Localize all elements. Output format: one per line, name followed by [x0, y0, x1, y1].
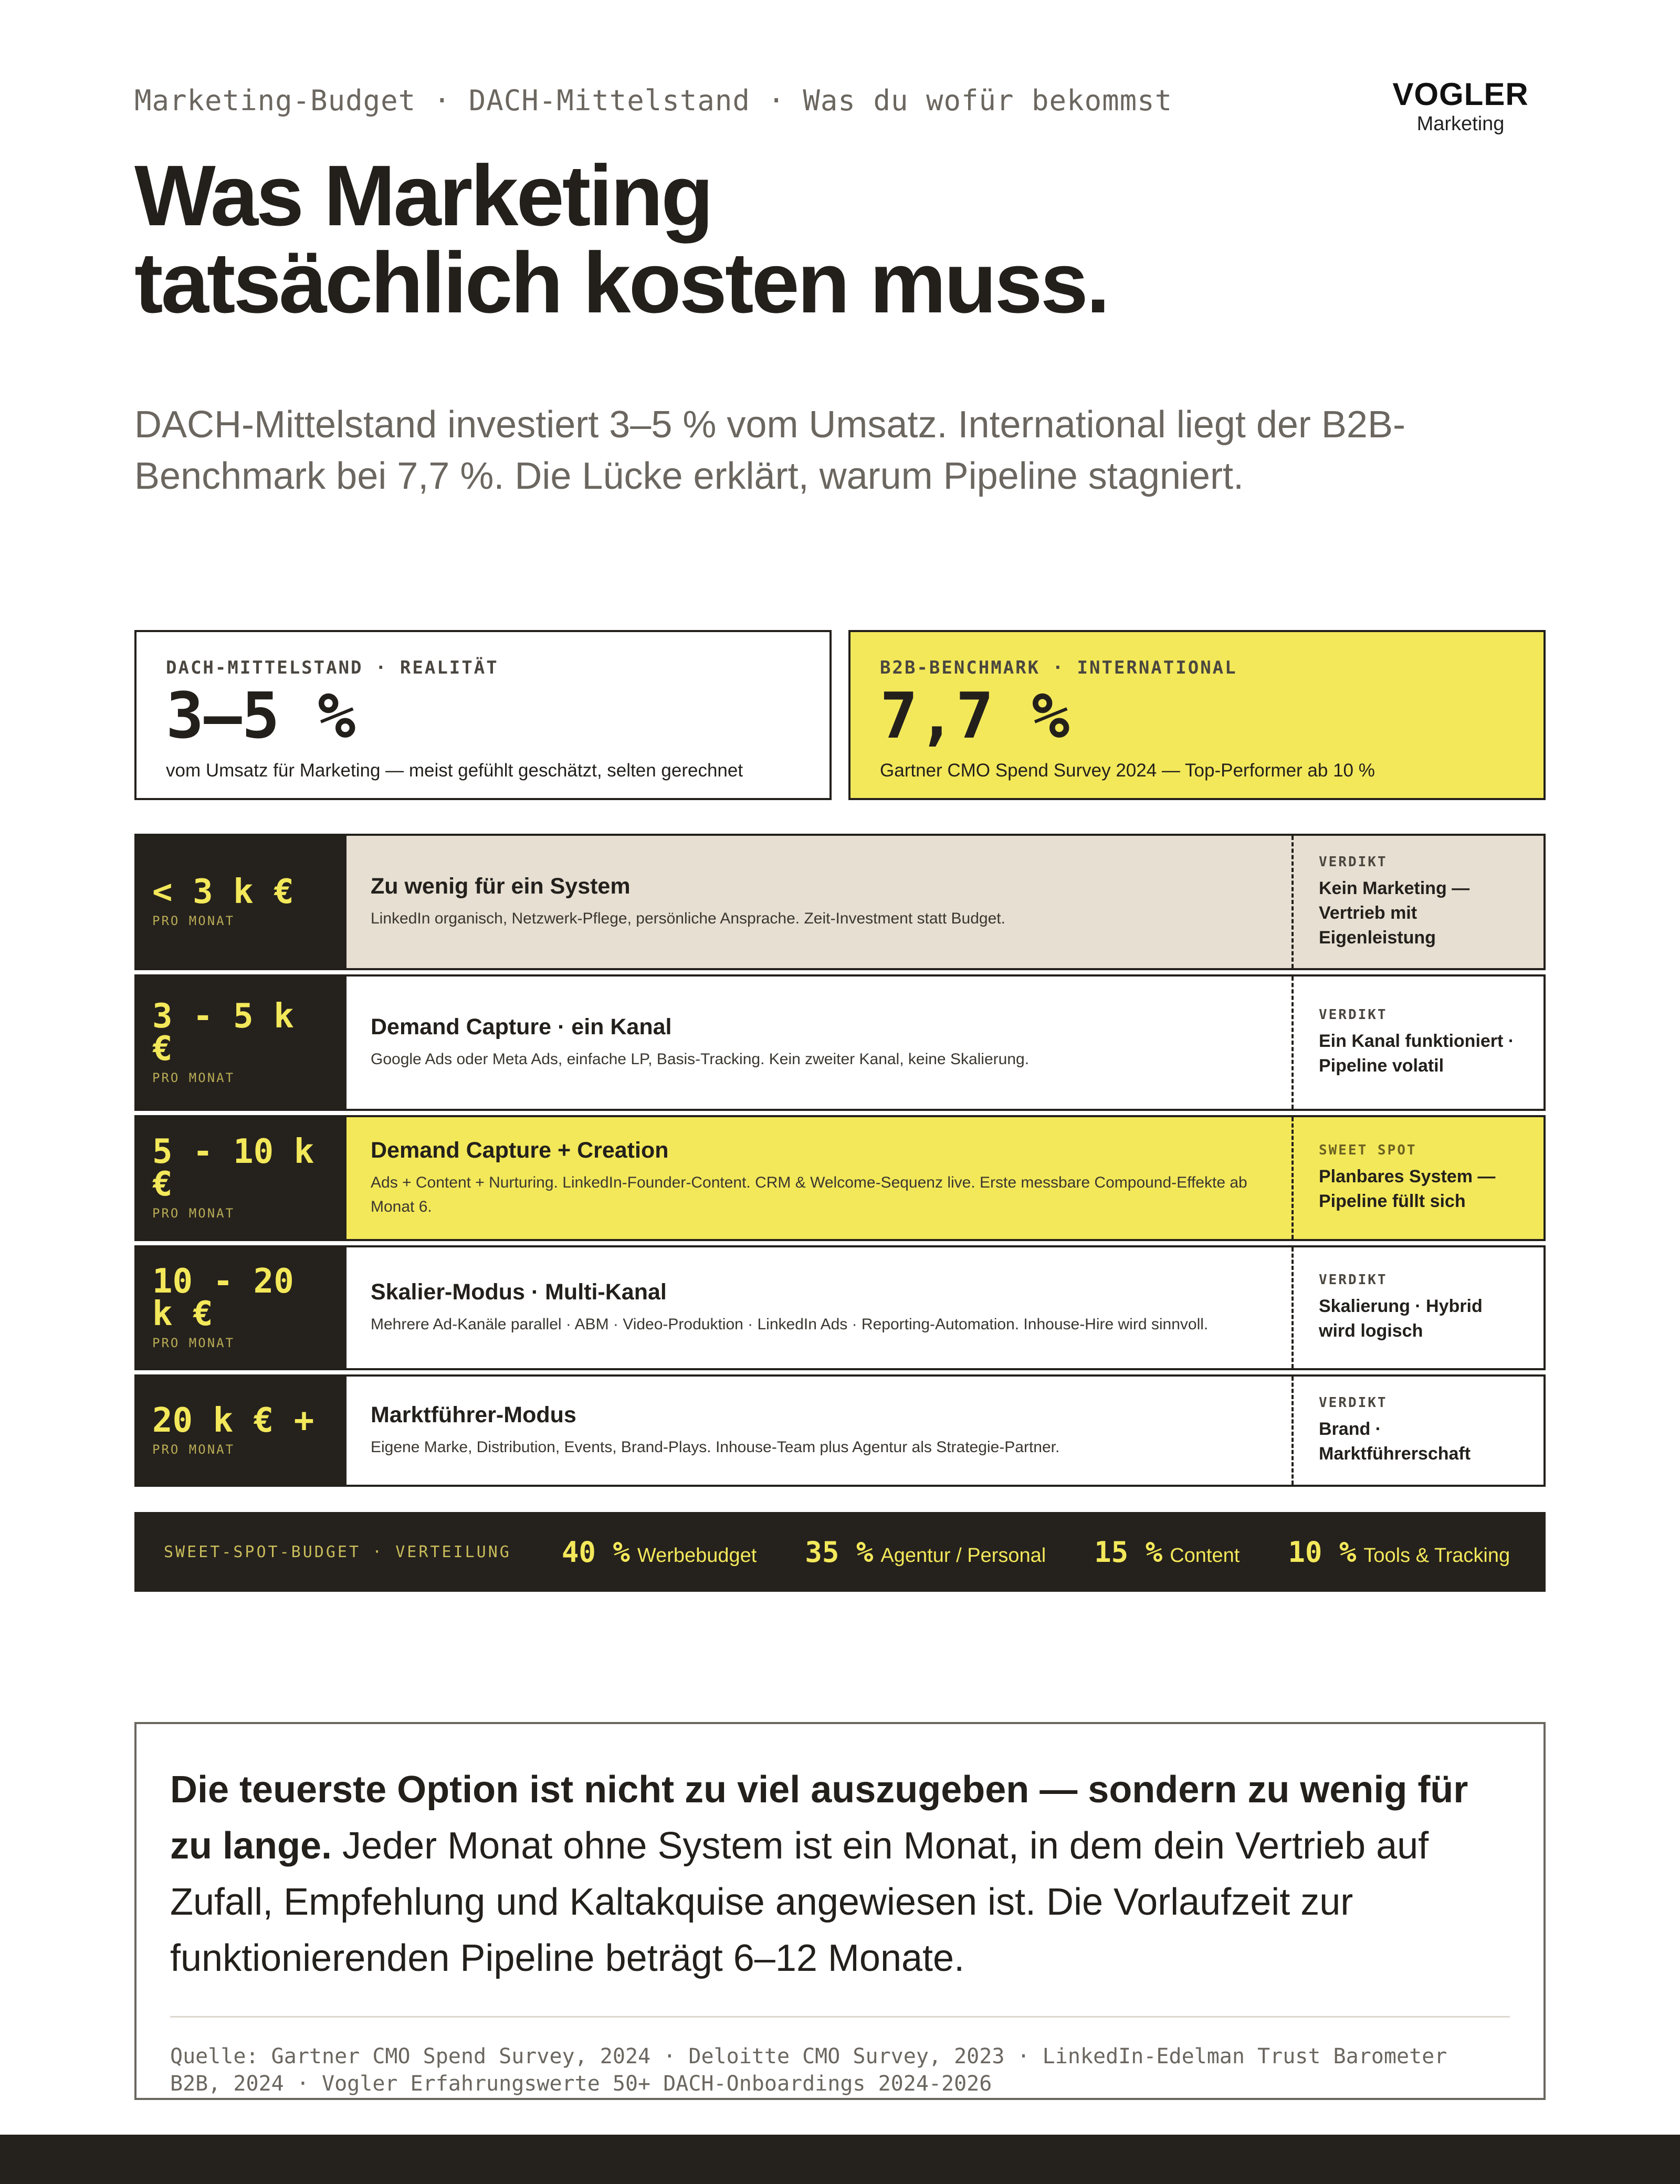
stat-value: 7,7 %: [880, 680, 1070, 753]
logo-sub: Marketing: [1416, 113, 1505, 135]
distribution-percent: 15 %: [1094, 1535, 1163, 1569]
eyebrow: Marketing-Budget · DACH-Mittelstand · Was du wofür bekommst: [134, 84, 1173, 117]
tier-period: PRO MONAT: [152, 914, 235, 928]
tier-verdict: [1292, 1377, 1544, 1485]
distribution-item: [1094, 1536, 1240, 1569]
tier-text: Ads + Content + Nurturing. LinkedIn-Founder-Content. CRM & Welcome-Sequenz live. Erste messbare Compound-Effekte ab Monat 6.: [371, 1173, 1247, 1215]
distribution-name: Content: [1170, 1544, 1240, 1567]
quote-box: [134, 1722, 1546, 2100]
stat-value: 3–5 %: [166, 680, 356, 753]
tier-body: [346, 1247, 1292, 1368]
tier-body: [346, 836, 1292, 968]
tier-price: [136, 1247, 346, 1368]
stat-label: DACH-MITTELSTAND · REALITÄT: [166, 657, 499, 678]
tier-body: [346, 1117, 1292, 1239]
tier-body: [346, 1377, 1292, 1485]
stat-description: Gartner CMO Spend Survey 2024 — Top-Performer ab 10 %: [880, 760, 1375, 781]
tier-row-under-3k: [134, 834, 1546, 970]
tier-price: [136, 976, 346, 1109]
tier-period: PRO MONAT: [152, 1070, 235, 1085]
distribution-label: SWEET-SPOT-BUDGET · VERTEILUNG: [164, 1542, 511, 1561]
distribution-name: Tools & Tracking: [1363, 1544, 1510, 1567]
quote-rest: Jeder Monat ohne System ist ein Monat, in dem dein Vertrieb auf Zufall, Empfehlung und Kaltakquise angewiesen ist. Die Vorlaufzeit zur funktionierenden Pipeline beträgt 6–12 Monate.: [170, 1825, 1429, 1979]
tier-text: Google Ads oder Meta Ads, einfache LP, Basis-Tracking. Kein zweiter Kanal, keine Skalierung.: [371, 1050, 1030, 1068]
tier-verdict: [1292, 836, 1544, 968]
tier-title: Marktführer-Modus: [371, 1402, 576, 1427]
tier-title: Demand Capture · ein Kanal: [371, 1014, 672, 1040]
tier-title: Skalier-Modus · Multi-Kanal: [371, 1279, 667, 1305]
verdict-text: Planbares System — Pipeline füllt sich: [1319, 1167, 1496, 1211]
verdict-label: VERDIKT: [1319, 1395, 1388, 1411]
tier-price: [136, 1377, 346, 1485]
verdict-text: Skalierung · Hybrid wird logisch: [1319, 1296, 1483, 1341]
intro-text: DACH-Mittelstand investiert 3–5 % vom Umsatz. International liegt der B2B-Benchmark bei 7,7 %. Die Lücke erklärt, warum Pipeline stagniert.: [134, 404, 1405, 497]
verdict-label: VERDIKT: [1319, 854, 1388, 870]
verdict-text: Brand · Marktführerschaft: [1319, 1419, 1471, 1464]
quote-bold: Die teuerste Option ist nicht zu viel auszugeben — sondern zu wenig für zu lange.: [170, 1769, 1468, 1867]
quote-text: [170, 1762, 1510, 1987]
tier-row-10-20k: [134, 1245, 1546, 1370]
page-title: [134, 148, 1108, 331]
tier-price: [136, 1117, 346, 1239]
tier-amount: 5 - 10 k €: [152, 1132, 314, 1204]
tier-text: LinkedIn organisch, Netzwerk-Pflege, persönliche Ansprache. Zeit-Investment statt Budget.: [371, 909, 1005, 927]
vogler-logo[interactable]: [1377, 79, 1545, 136]
headline-line-2: tatsächlich kosten muss.: [134, 235, 1108, 331]
stat-label: B2B-BENCHMARK · INTERNATIONAL: [880, 657, 1237, 678]
stat-card-dach: [134, 630, 832, 800]
tier-text: Eigene Marke, Distribution, Events, Brand-Plays. Inhouse-Team plus Agentur als Strategie-Partner.: [371, 1438, 1060, 1456]
tier-amount: 3 - 5 k €: [152, 997, 294, 1068]
tier-price: [136, 836, 346, 968]
verdict-label: SWEET SPOT: [1319, 1142, 1417, 1158]
verdict-text: Kein Marketing — Vertrieb mit Eigenleistung: [1319, 878, 1470, 948]
distribution-item: [1288, 1536, 1510, 1569]
stat-description: vom Umsatz für Marketing — meist gefühlt geschätzt, selten gerechnet: [166, 760, 743, 781]
stat-card-benchmark: [848, 630, 1546, 800]
tier-period: PRO MONAT: [152, 1442, 235, 1457]
verdict-label: VERDIKT: [1319, 1007, 1388, 1023]
verdict-label: VERDIKT: [1319, 1272, 1388, 1288]
tier-amount: 20 k € +: [152, 1401, 314, 1440]
distribution-percent: 40 %: [561, 1535, 630, 1569]
source-note: Quelle: Gartner CMO Spend Survey, 2024 · Deloitte CMO Survey, 2023 · LinkedIn-Edelman Trust Barometer B2B, 2024 · Vogler Erfahrungswerte 50+ DACH-Onboardings 2024-2026: [170, 2044, 1447, 2096]
distribution-item: [562, 1536, 757, 1569]
verdict-text: Ein Kanal funktioniert · Pipeline volatil: [1319, 1031, 1515, 1076]
distribution-name: Agentur / Personal: [880, 1544, 1046, 1567]
tier-body: [346, 976, 1292, 1109]
tier-row-3-5k: [134, 974, 1546, 1111]
logo-brand: VOGLER: [1392, 77, 1529, 112]
distribution-percent: 35 %: [805, 1535, 874, 1569]
tier-text: Mehrere Ad-Kanäle parallel · ABM · Video-Produktion · LinkedIn Ads · Reporting-Automation. Inhouse-Hire wird sinnvoll.: [371, 1315, 1209, 1333]
tier-row-20k-plus: [134, 1374, 1546, 1487]
footer-bar: [0, 2135, 1680, 2184]
tier-period: PRO MONAT: [152, 1206, 235, 1221]
budget-distribution-bar: [134, 1512, 1546, 1592]
tier-period: PRO MONAT: [152, 1336, 235, 1350]
tier-verdict: [1292, 1117, 1544, 1239]
distribution-percent: 10 %: [1288, 1535, 1357, 1569]
tier-title: Zu wenig für ein System: [371, 873, 631, 899]
tier-amount: 10 - 20 k €: [152, 1262, 294, 1334]
tier-amount: < 3 k €: [152, 873, 294, 911]
distribution-name: Werbebudget: [637, 1544, 757, 1567]
tier-verdict: [1292, 1247, 1544, 1368]
distribution-item: [805, 1536, 1046, 1569]
headline-line-1: Was Marketing: [134, 148, 712, 244]
divider: [170, 2016, 1510, 2018]
tier-row-5-10k: [134, 1115, 1546, 1241]
tier-verdict: [1292, 976, 1544, 1109]
tier-title: Demand Capture + Creation: [371, 1137, 669, 1163]
